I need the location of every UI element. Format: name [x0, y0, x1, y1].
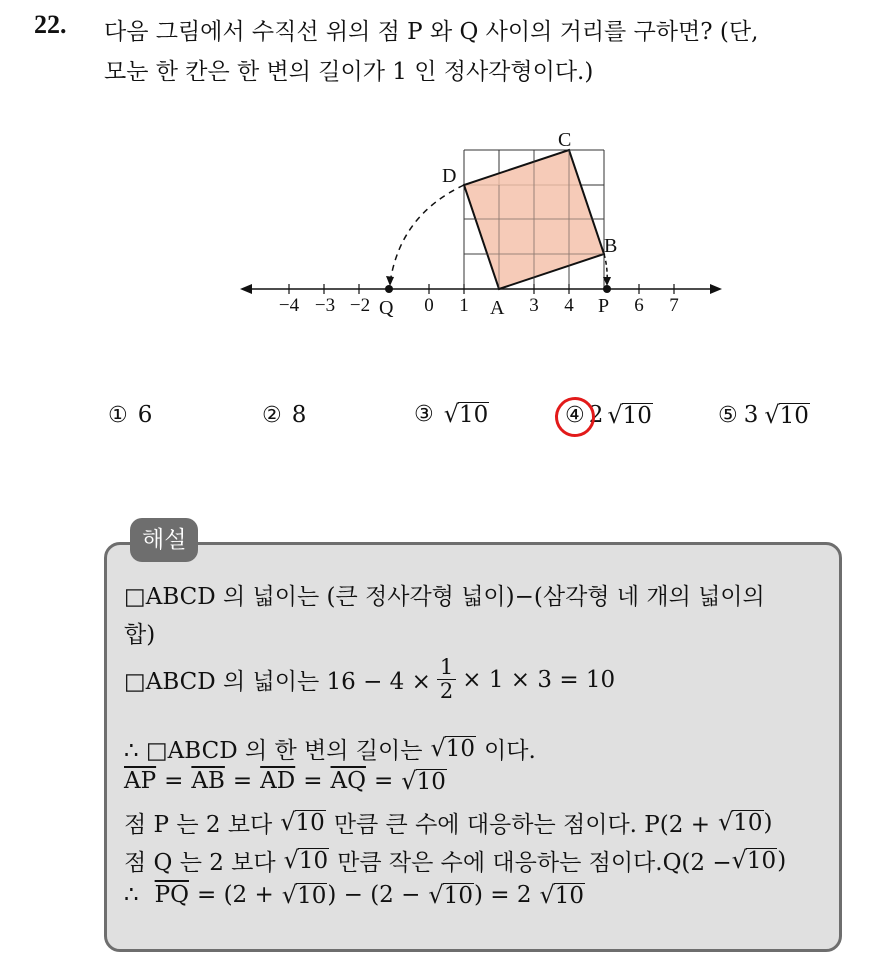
- expr-text: 만큼 큰 수에 대응하는 점이다. P(2 +: [333, 812, 710, 838]
- segment-ab: $\overline{AB}$: [191, 768, 225, 794]
- expr-text: 점 P 는 2 보다: [124, 812, 273, 838]
- expr-text: ) = 2: [473, 882, 532, 908]
- solution-line-3: [124, 656, 615, 703]
- sqrt-expression: √ 10: [281, 880, 327, 909]
- radicand: 10: [298, 848, 329, 874]
- radicand: 10: [733, 810, 763, 836]
- choice-5[interactable]: [718, 402, 810, 428]
- expr-text: □ABCD 의 넓이는 16 − 4 ×: [124, 669, 431, 696]
- tick-label: −2: [349, 295, 371, 316]
- label-c: C: [558, 129, 572, 151]
- choice-number: ③: [414, 402, 434, 427]
- fraction-denominator: 2: [439, 679, 454, 704]
- solution-tag: 해설: [130, 518, 198, 562]
- expr-text: ): [777, 847, 787, 874]
- number-line-right-arrow: [710, 284, 722, 294]
- radicand: 10: [554, 882, 585, 909]
- solution-line-1: □ABCD 의 넓이는 (큰 정사각형 넓이)−(삼각형 네 개의 넓이의: [124, 584, 765, 610]
- sqrt-expression: √ 10: [731, 846, 777, 874]
- expr-text: ): [763, 809, 773, 836]
- sqrt-expression: √ 10: [539, 880, 585, 909]
- label-d: D: [442, 165, 457, 187]
- expr-text: 만큼 작은 수에 대응하는 점이다.Q(2 −: [337, 850, 732, 876]
- choice-number: ①: [108, 402, 128, 428]
- equals-sign: =: [232, 768, 253, 794]
- radicand: 10: [416, 768, 446, 795]
- equals-sign: =: [303, 768, 323, 794]
- number-line-left-arrow: [240, 284, 252, 294]
- radicand: 10: [443, 882, 473, 909]
- choice-value: 8: [291, 402, 307, 428]
- equals-sign: =: [373, 768, 394, 794]
- choice-2[interactable]: [262, 402, 306, 428]
- tick-label: 4: [564, 295, 574, 316]
- arc-d-to-q: [390, 185, 464, 283]
- tick-label: 7: [669, 295, 679, 316]
- segment-ap: $\overline{AP}$: [124, 768, 157, 794]
- label-b: B: [604, 235, 618, 257]
- question-line-2: 모눈 한 칸은 한 변의 길이가 1 인 정사각형이다.): [104, 59, 594, 85]
- segment-aq: $\overline{AQ}$: [330, 768, 366, 794]
- radicand: 10: [445, 736, 476, 762]
- point-q-dot: [385, 285, 393, 293]
- radicand: 10: [295, 810, 325, 836]
- radicand: 10: [297, 882, 327, 909]
- tick-label: −4: [278, 295, 300, 316]
- label-p: P: [598, 295, 610, 317]
- sqrt-expression: √ 10: [280, 808, 325, 836]
- sqrt-expression: √ 10: [283, 846, 329, 874]
- tick-label: 1: [459, 295, 469, 316]
- solution-line-8: [124, 882, 585, 908]
- radicand: 10: [746, 848, 777, 874]
- choice-3[interactable]: [414, 402, 489, 427]
- fraction-numerator: 1: [437, 656, 456, 680]
- tick-label: 0: [424, 295, 434, 316]
- label-q: Q: [379, 297, 394, 319]
- expr-text: × 1 × 3 = 10: [462, 666, 616, 693]
- choice-number: ④: [565, 402, 585, 428]
- sqrt-expression: √ 10: [428, 880, 473, 909]
- expr-text: 이다.: [484, 738, 536, 764]
- number-line-figure: [0, 0, 884, 400]
- choice-number: ⑤: [718, 402, 738, 428]
- sqrt-expression: √ 10: [717, 808, 763, 836]
- expr-text: ) − (2 −: [327, 882, 421, 908]
- sqrt-expression: √ 10: [430, 734, 476, 762]
- radicand: 10: [459, 402, 489, 428]
- question-number: 22.: [34, 10, 67, 39]
- sqrt-expression: √ 10: [401, 766, 446, 795]
- expr-text: 점 Q 는 2 보다: [124, 850, 276, 876]
- choice-coefficient: 2: [588, 402, 604, 428]
- choice-number: ②: [262, 402, 282, 428]
- segment-ad: $\overline{AD}$: [260, 768, 296, 794]
- tick-label: 6: [634, 295, 644, 316]
- fraction-one-half: [437, 656, 456, 703]
- sqrt-expression: √ 10: [607, 400, 652, 429]
- solution-line-2: 합): [124, 622, 156, 648]
- tick-label: 3: [529, 295, 539, 316]
- solution-line-5: [124, 768, 447, 794]
- choice-coefficient: 3: [743, 402, 759, 428]
- expr-text: ∴ □ABCD 의 한 변의 길이는: [124, 738, 423, 764]
- choice-value: 6: [137, 402, 153, 428]
- segment-pq: $\overline{PQ}$: [154, 882, 189, 908]
- label-a: A: [490, 297, 505, 319]
- tick-label: −3: [314, 295, 336, 316]
- solution-line-7: [124, 844, 786, 877]
- expr-text: = (2 +: [196, 882, 274, 908]
- arc-d-arrowhead: [386, 276, 394, 286]
- sqrt-expression: √ 10: [443, 400, 489, 428]
- radicand: 10: [779, 402, 809, 429]
- equals-sign: =: [164, 768, 184, 794]
- question-line-1: 다음 그림에서 수직선 위의 점 P 와 Q 사이의 거리를 구하면? (단,: [104, 19, 759, 45]
- solution-line-4: [124, 732, 536, 765]
- radicand: 10: [622, 402, 652, 429]
- choice-1[interactable]: [108, 402, 152, 428]
- point-p-dot: [603, 285, 611, 293]
- sqrt-expression: √ 10: [764, 400, 809, 429]
- solution-line-6: [124, 806, 773, 839]
- therefore-symbol: ∴: [124, 882, 139, 908]
